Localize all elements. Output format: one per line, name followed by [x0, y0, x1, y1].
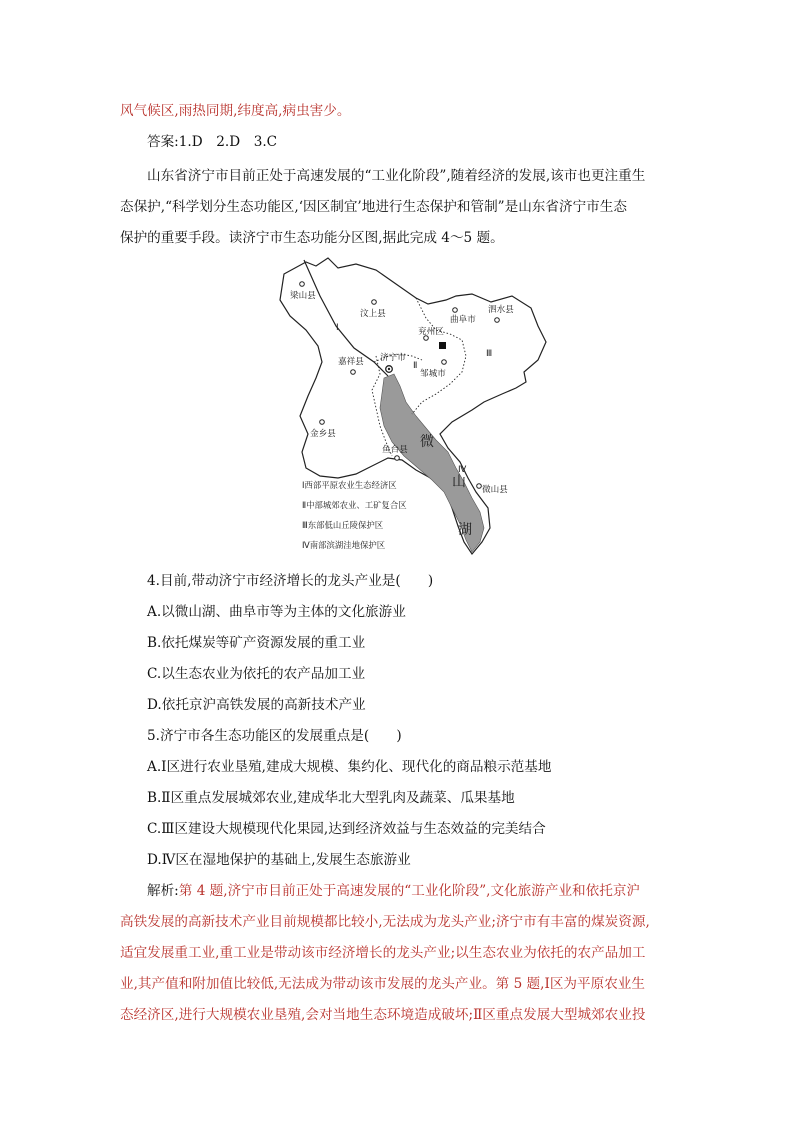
- place-sishui: 泗水县: [488, 305, 514, 315]
- place-zoucheng: 邹城市: [420, 369, 446, 379]
- explanation-text-1: 第 4 题,济宁市目前正处于高速发展的“工业化阶段”,文化旅游产业和依托京沪: [178, 883, 641, 899]
- place-wenshang: 汶上县: [360, 309, 386, 319]
- coal-mine-marker: [439, 342, 446, 349]
- place-jining: 济宁市: [380, 353, 406, 363]
- q4-option-a: A.以微山湖、曲阜市等为主体的文化旅游业: [147, 604, 406, 620]
- place-yutai: 鱼台县: [382, 445, 408, 455]
- place-qufu: 曲阜市: [450, 315, 476, 325]
- q4-option-d: D.依托京沪高铁发展的高新技术产业: [147, 697, 366, 713]
- q4-option-b: B.依托煤炭等矿产资源发展的重工业: [147, 635, 366, 651]
- place-jiaxiang: 嘉祥县: [338, 357, 364, 367]
- explanation-line-4: 业,其产值和附加值比较低,无法成为带动该市发展的龙头产业。第 5 题,Ⅰ区为平原农业生: [120, 976, 645, 992]
- legend-zone-3: Ⅲ东部低山丘陵保护区: [302, 520, 384, 530]
- place-liangshan: 梁山县: [290, 291, 316, 301]
- legend-zone-1: Ⅰ西部平原农业生态经济区: [302, 480, 397, 490]
- zone-label-3: Ⅲ: [486, 349, 493, 359]
- lake-char-3: 湖: [458, 522, 472, 538]
- question-4: 4.目前,带动济宁市经济增长的龙头产业是( ): [147, 573, 434, 589]
- answer-line: 答案:1.D 2.D 3.C: [147, 134, 278, 150]
- lake-char-2: 山: [452, 474, 466, 490]
- lake-char-1: 微: [420, 434, 434, 450]
- legend-zone-2: Ⅱ中部城郊农业、工矿复合区: [302, 500, 407, 510]
- q5-option-c: C.Ⅲ区建设大规模现代化果园,达到经济效益与生态效益的完美结合: [147, 821, 546, 837]
- ecological-zone-map: [276, 256, 552, 556]
- explanation-line-1: [147, 881, 640, 901]
- explanation-line-5: 态经济区,进行大规模农业垦殖,会对当地生态环境造成破坏;Ⅱ区重点发展大型城郊农业投: [120, 1007, 646, 1023]
- q5-option-b: B.Ⅱ区重点发展城郊农业,建成华北大型乳肉及蔬菜、瓜果基地: [147, 790, 515, 806]
- question-5: 5.济宁市各生态功能区的发展重点是( ): [147, 728, 402, 744]
- intro-line-3: 保护的重要手段。读济宁市生态功能分区图,据此完成 4～5 题。: [120, 230, 504, 246]
- place-weishan: 微山县: [482, 485, 508, 495]
- explanation-line-2: 高铁发展的高新技术产业目前规模都比较小,无法成为龙头产业;济宁市有丰富的煤炭资源,: [120, 914, 650, 930]
- zone-label-2: Ⅱ: [413, 361, 418, 371]
- place-yanzhou: 兖州区: [418, 327, 444, 337]
- place-jinxiang: 金乡县: [310, 429, 336, 439]
- legend-zone-4: Ⅳ南部滨湖洼地保护区: [302, 540, 386, 550]
- explanation-label: 解析:: [147, 883, 179, 899]
- explanation-line-3: 适宜发展重工业,重工业是带动该市经济增长的龙头产业;以生态农业为依托的农产品加工: [120, 945, 646, 961]
- text-line-1: 风气候区,雨热同期,纬度高,病虫害少。: [120, 103, 351, 119]
- q5-option-d: D.Ⅳ区在湿地保护的基础上,发展生态旅游业: [147, 852, 411, 868]
- q5-option-a: A.Ⅰ区进行农业垦殖,建成大规模、集约化、现代化的商品粮示范基地: [147, 759, 552, 775]
- intro-line-1: 山东省济宁市目前正处于高速发展的“工业化阶段”,随着经济的发展,该市也更注重生: [147, 168, 646, 184]
- q4-option-c: C.以生态农业为依托的农产品加工业: [147, 666, 366, 682]
- zone-label-4: Ⅳ: [458, 465, 467, 475]
- intro-line-2: 态保护,“科学划分生态功能区,‘因区制宜’地进行生态保护和管制”是山东省济宁市生态: [120, 199, 627, 215]
- zone-label-1: Ⅰ: [336, 323, 339, 333]
